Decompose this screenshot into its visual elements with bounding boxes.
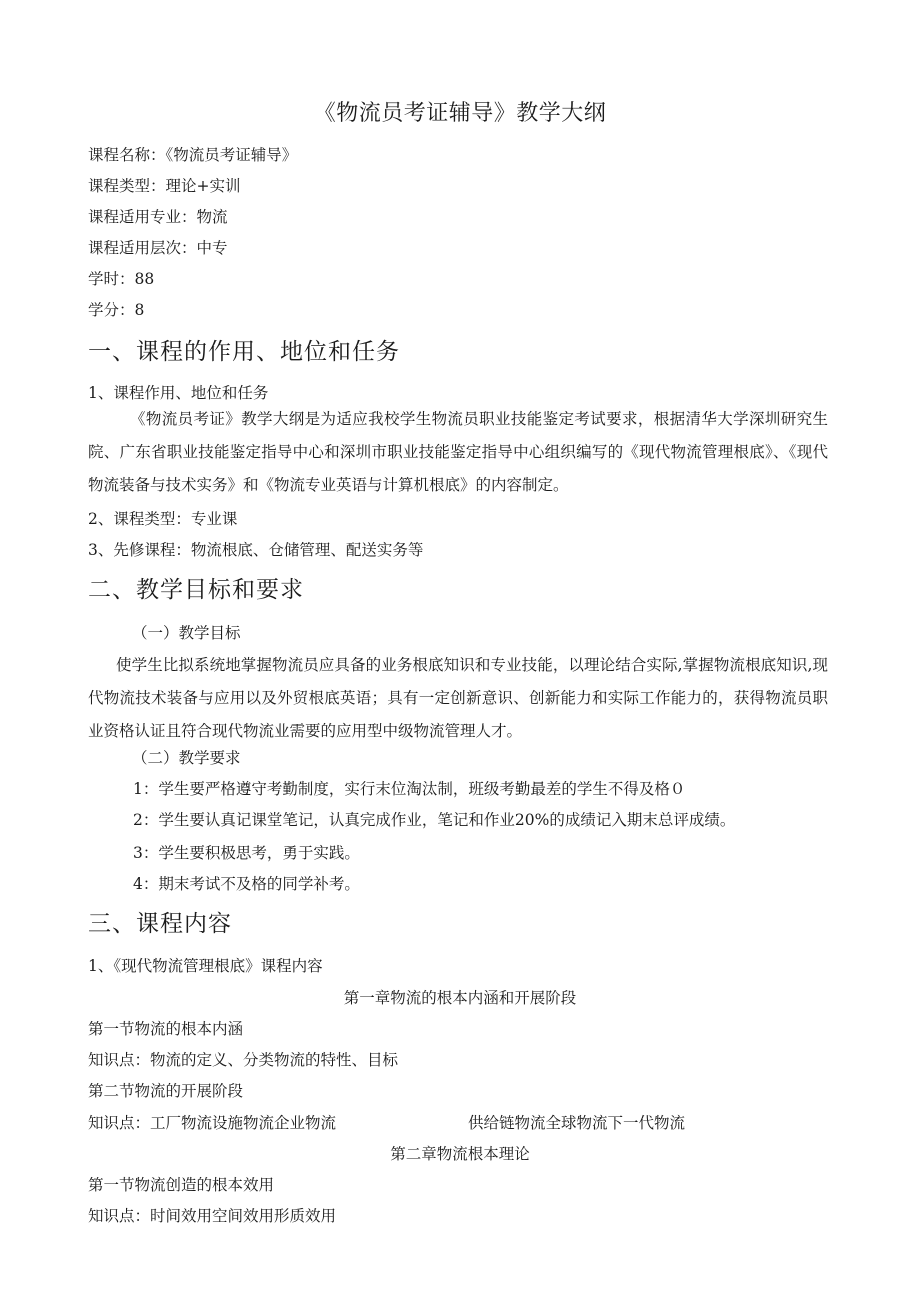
section2-sub1: （一）教学目标 — [132, 624, 241, 642]
course-major: 课程适用专业：物流 — [88, 208, 228, 226]
requirement-3: 3：学生要积极思考，勇于实践。 — [133, 844, 360, 862]
chapter2-section1-knowledge: 知识点：时间效用空间效用形质效用 — [88, 1207, 337, 1225]
section1-item3: 3、先修课程：物流根底、仓储管理、配送实务等 — [88, 541, 424, 559]
section1-item1: 1、课程作用、地位和任务 — [88, 384, 269, 402]
section3-heading: 三、课程内容 — [88, 911, 232, 937]
chapter1-title: 第一章物流的根本内涵和开展阶段 — [343, 989, 577, 1007]
chapter2-section1: 第一节物流创造的根本效用 — [88, 1176, 275, 1194]
chapter1-section2-knowledge-b: 供给链物流全球物流下一代物流 — [468, 1114, 686, 1132]
chapter1-section2-knowledge-a: 知识点：工厂物流设施物流企业物流 — [88, 1114, 337, 1132]
section1-heading: 一、课程的作用、地位和任务 — [88, 339, 400, 365]
section1-paragraph: 《物流员考证》教学大纲是为适应我校学生物流员职业技能鉴定考试要求，根据清华大学深圳研究生院、广东省职业技能鉴定指导中心和深圳市职业技能鉴定指导中心组织编写的《现代物流管理根底》、《现代物流装备与技术实务》和《物流专业英语与计算机根底》的内容制定。 — [88, 410, 828, 494]
section3-item1: 1、《现代物流管理根底》课程内容 — [88, 957, 323, 975]
chapter1-section1: 第一节物流的根本内涵 — [88, 1020, 244, 1038]
requirement-1: 1：学生要严格遵守考勤制度，实行末位淘汰制，班级考勤最差的学生不得及格０ — [133, 780, 686, 798]
section1-item2: 2、课程类型：专业课 — [88, 510, 238, 528]
chapter2-title: 第二章物流根本理论 — [390, 1145, 530, 1163]
course-type: 课程类型：理论+实训 — [88, 177, 241, 195]
requirement-2: 2：学生要认真记课堂笔记，认真完成作业，笔记和作业20%的成绩记入期末总评成绩。 — [133, 811, 736, 829]
section2-sub2: （二）教学要求 — [132, 749, 241, 767]
chapter1-section2: 第二节物流的开展阶段 — [88, 1082, 244, 1100]
requirement-4: 4：期末考试不及格的同学补考。 — [133, 875, 360, 893]
section2-heading: 二、教学目标和要求 — [88, 577, 304, 603]
document-title: 《物流员考证辅导》教学大纲 — [313, 101, 607, 126]
section2-paragraph: 使学生比拟系统地掌握物流员应具备的业务根底知识和专业技能，以理论结合实际,掌握物流根底知识,现代物流技术装备与应用以及外贸根底英语；具有一定创新意识、创新能力和实际工作能力的，获得物流员职业资格认证且符合现代物流业需要的应用型中级物流管理人才。 — [88, 656, 828, 740]
chapter1-section1-knowledge: 知识点：物流的定义、分类物流的特性、目标 — [88, 1051, 399, 1069]
course-level: 课程适用层次：中专 — [88, 239, 228, 257]
course-name: 课程名称：《物流员考证辅导》 — [88, 146, 298, 164]
course-credits: 学分：8 — [88, 301, 145, 319]
course-hours: 学时：88 — [88, 270, 155, 288]
